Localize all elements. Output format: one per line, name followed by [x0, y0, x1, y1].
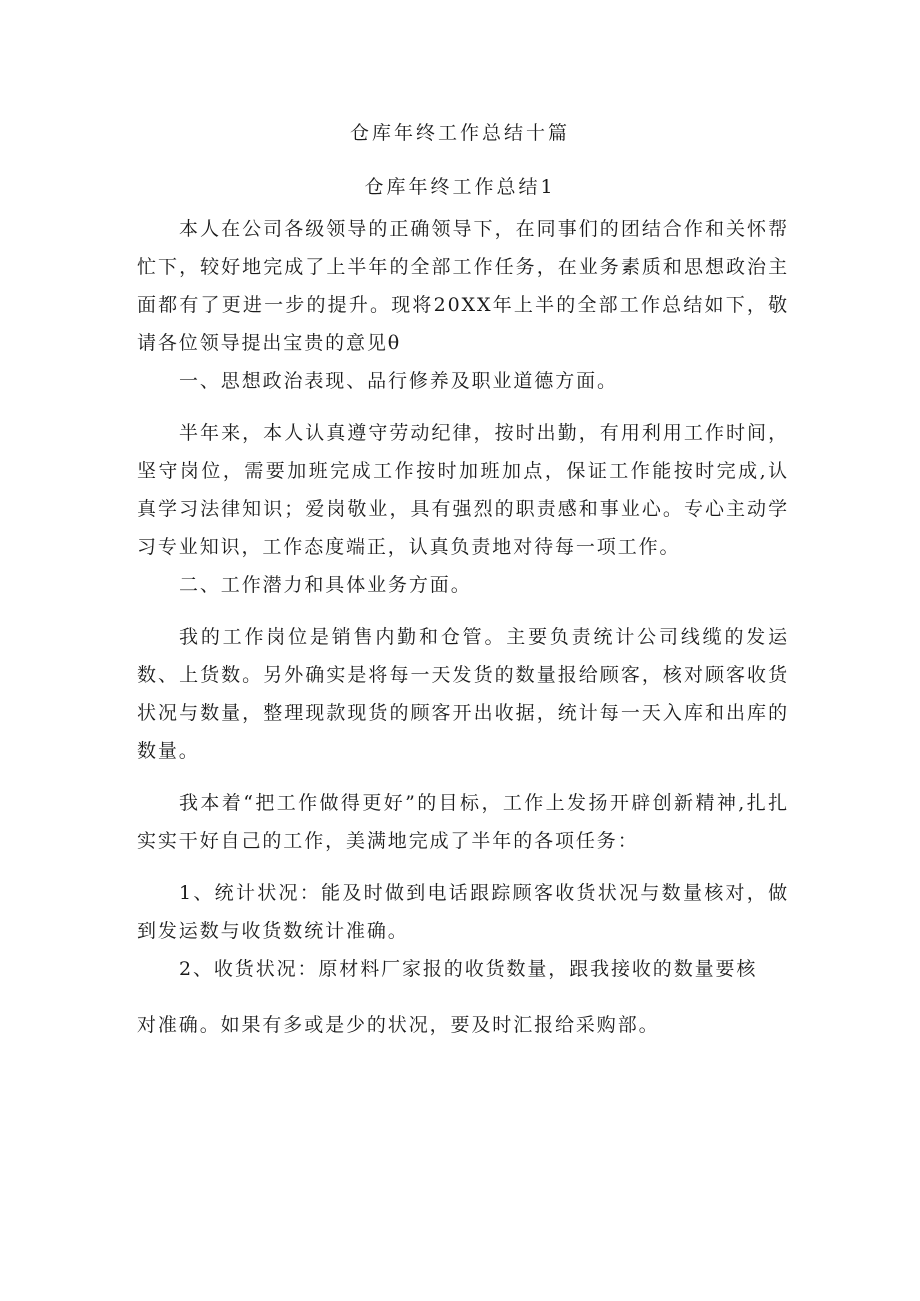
- paragraph-intro: 本人在公司各级领导的正确领导下，在同事们的团结合作和关怀帮忙下，较好地完成了上半年的全部工作任务，在业务素质和思想政治主面都有了更进一步的提升。现将20XX年上半的全部工作总结如下，敬请各位领导提出宝贵的意见θ: [137, 218, 789, 354]
- paragraph-statistics: 1、统计状况：能及时做到电话跟踪顾客收货状况与数量核对，做到发运数与收货数统计准确。: [137, 882, 789, 942]
- document-subtitle: 仓库年终工作总结1: [364, 176, 556, 198]
- section-heading-2: 二、工作潜力和具体业务方面。: [179, 574, 472, 596]
- paragraph-political: 半年来，本人认真遵守劳动纪律，按时出勤，有用利用工作时间，坚守岗位，需要加班完成工作按时加班加点，保证工作能按时完成,认真学习法律知识；爱岗敬业，具有强烈的职责感和事业心。专心主动学习专业知识，工作态度端正，认真负责地对待每一项工作。: [137, 422, 789, 558]
- paragraph-receiving-line2: 对准确。如果有多或是少的状况，要及时汇报给采购部。: [137, 1014, 660, 1036]
- paragraph-job-duties: 我的工作岗位是销售内勤和仓管。主要负责统计公司线缆的发运数、上货数。另外确实是将每一天发货的数量报给顾客，核对顾客收货状况与数量，整理现款现货的顾客开出收据，统计每一天入库和出库的数量。: [137, 626, 789, 762]
- document-title: 仓库年终工作总结十篇: [349, 122, 570, 144]
- section-heading-1: 一、思想政治表现、品行修养及职业道德方面。: [179, 370, 618, 392]
- document-body: [137, 210, 789, 1044]
- paragraph-receiving-line1: 2、收货状况：原材料厂家报的收货数量，跟我接收的数量要核: [179, 958, 758, 980]
- paragraph-goal: 我本着“把工作做得更好”的目标，工作上发扬开辟创新精神,扎扎实实干好自己的工作，美满地完成了半年的各项任务：: [137, 792, 789, 852]
